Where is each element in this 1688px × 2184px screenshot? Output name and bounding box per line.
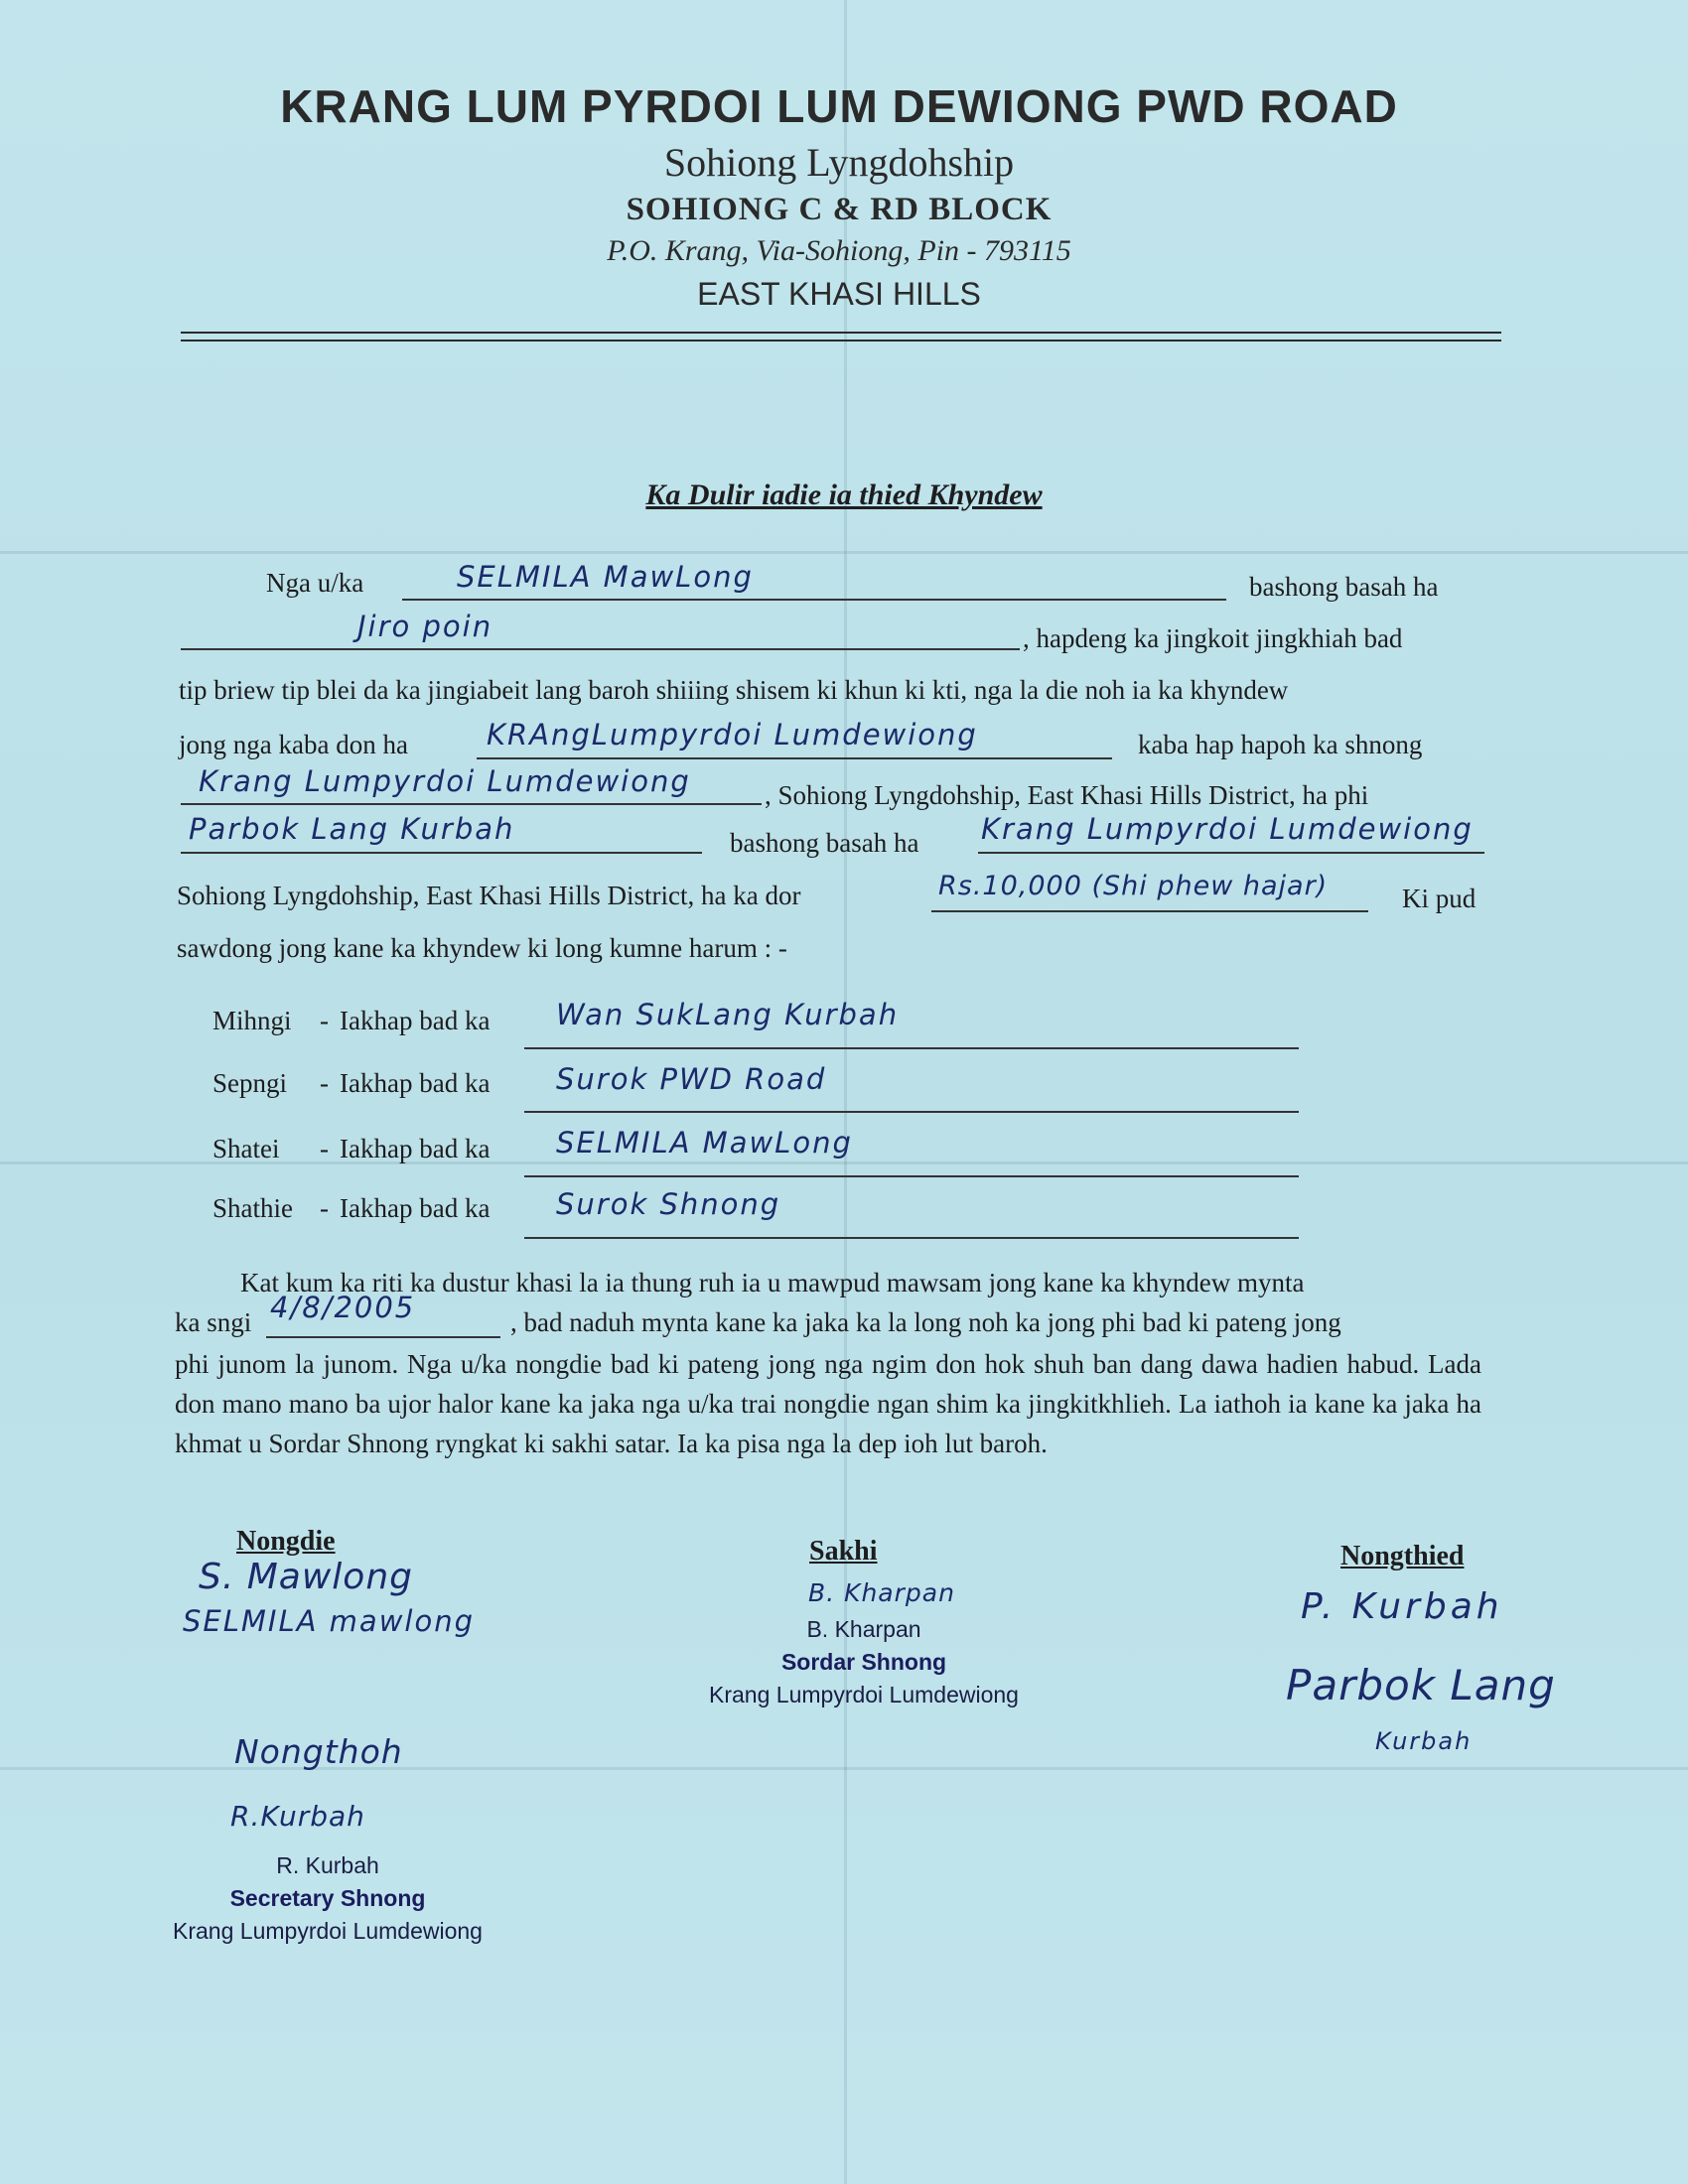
seller-heading: Nongdie [236,1526,336,1557]
closing-text: Kat kum ka riti ka dustur khasi la ia thung ruh ia u mawpud mawsam jong kane ka khyndew mynta [240,1268,1305,1297]
writer-signature: R.Kurbah [230,1800,365,1833]
village-name: Krang Lumpyrdoi Lumdewiong [199,764,691,798]
writer-stamp [159,1849,496,1948]
body-text: Nga u/ka [266,568,364,598]
seller-signature: S. Mawlong [199,1557,413,1597]
boundary-label: Iakhap bad ka [340,1006,491,1035]
body-text: bashong basah ha [730,828,919,858]
body-text: , Sohiong Lyngdohship, East Khasi Hills District, ha phi [765,780,1369,810]
writer-name: R. Kurbah [276,1852,379,1878]
postal-address: P.O. Krang, Via-Sohiong, Pin - 793115 [607,234,1071,267]
witness-stamp [685,1613,1043,1711]
buyer-name: Parbok Lang Kurbah [189,812,515,846]
boundary-direction: Shatei [212,1134,280,1163]
org-subtitle: Sohiong Lyngdohship [663,140,1015,185]
boundary-value: Surok PWD Road [556,1062,827,1096]
boundary-value: SELMILA MawLong [556,1126,853,1160]
seller-name: SELMILA MawLong [457,560,754,594]
boundary-value: Wan SukLang Kurbah [556,998,900,1031]
boundary-label: Iakhap bad ka [340,1193,491,1223]
seller-place: Jiro poin [357,610,493,643]
document-title: Ka Dulir iadie ia thied Khyndew [645,478,1043,511]
witness-heading: Sakhi [809,1536,878,1567]
buyer-written-surname: Kurbah [1375,1727,1473,1755]
boundary-dash: - [320,1134,329,1163]
witness-name: B. Kharpan [806,1616,921,1642]
seller-written-name: SELMILA mawlong [183,1604,476,1638]
header-rule [181,332,1501,334]
district-name: EAST KHASI HILLS [697,276,981,312]
block-name: SOHIONG C & RD BLOCK [626,192,1053,227]
buyer-signature: P. Kurbah [1301,1586,1503,1627]
writer-place: Krang Lumpyrdoi Lumdewiong [173,1918,483,1944]
boundary-direction: Mihngi [212,1006,292,1035]
closing-text: ka sngi [175,1307,252,1337]
boundary-direction: Shathie [212,1193,293,1223]
buyer-heading: Nongthied [1340,1541,1465,1571]
body-text: , hapdeng ka jingkoit jingkhiah bad [1023,623,1403,653]
body-text: sawdong jong kane ka khyndew ki long kumne harum : - [177,933,787,963]
writer-title: Secretary Shnong [229,1885,426,1911]
body-text: jong nga kaba don ha [179,730,408,759]
body-text: Sohiong Lyngdohship, East Khasi Hills District, ha ka dor [177,881,801,910]
body-text: bashong basah ha [1249,572,1439,602]
body-text: Ki pud [1402,884,1477,913]
witness-signature: B. Kharpan [808,1578,955,1607]
org-title: KRANG LUM PYRDOI LUM DEWIONG PWD ROAD [280,80,1398,132]
closing-paragraph: phi junom la junom. Nga u/ka nongdie bad ki pateng jong nga ngim don hok shuh ban dang dawa hadien habud. Lada don mano mano ba ujor halor kane ka jaka nga u/ka trai nongdie ngan shim ka jingkitkhlieh. La iathoh ia kane ka jaka ha khmat u Sordar Shnong ryngkat ki sakhi satar. Ia ka pisa nga la dep ioh lut baroh. [175,1349,1481,1458]
boundary-label: Iakhap bad ka [340,1068,491,1098]
body-text: tip briew tip blei da ka jingiabeit lang baroh shiiing shisem ki khun ki kti, nga la die noh ia ka khyndew [179,675,1289,705]
boundary-dash: - [320,1068,329,1098]
sale-price: Rs.10,000 (Shi phew hajar) [938,871,1329,901]
boundary-label: Iakhap bad ka [340,1134,491,1163]
boundary-dash: - [320,1193,329,1223]
boundary-value: Surok Shnong [556,1187,781,1221]
closing-text: , bad naduh mynta kane ka jaka ka la long noh ka jong phi bad ki pateng jong [510,1307,1341,1337]
header-rule [181,340,1501,341]
writer-heading: Nongthoh [234,1732,403,1771]
body-text: kaba hap hapoh ka shnong [1138,730,1423,759]
buyer-written-name: Parbok Lang [1286,1661,1556,1709]
witness-title: Sordar Shnong [780,1649,947,1675]
seller-place-field [181,613,1020,650]
letterhead [179,79,1499,313]
boundary-direction: Sepngi [212,1068,288,1098]
boundary-dash: - [320,1006,329,1035]
sale-date: 4/8/2005 [270,1291,416,1324]
witness-place: Krang Lumpyrdoi Lumdewiong [709,1682,1019,1707]
land-location: KRAngLumpyrdoi Lumdewiong [487,718,978,751]
buyer-place: Krang Lumpyrdoi Lumdewiong [981,812,1474,846]
